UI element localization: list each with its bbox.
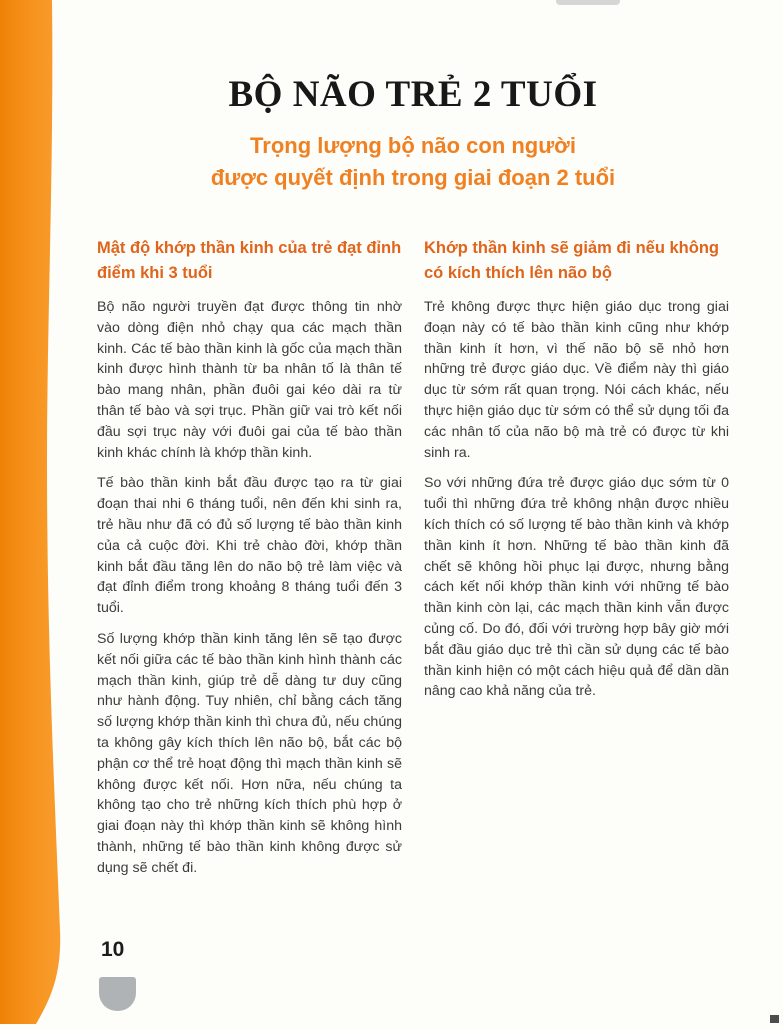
column-right: [424, 236, 729, 889]
left-paragraph-2: Tế bào thần kinh bắt đầu được tạo ra từ giai đoạn thai nhi 6 tháng tuổi, nên đến khi sinh ra, trẻ hầu như đã có đủ số lượng tế bào thần kinh của cả cuộc đời. Khi trẻ chào đời, khớp thần kinh bắt đầu tăng lên do não bộ trẻ làm việc và đạt đỉnh điểm trong khoảng 8 tháng tuổi đến 3 tuổi.: [97, 475, 402, 617]
scan-speck-bottom-right: [770, 1015, 779, 1023]
left-paragraph-3: Số lượng khớp thần kinh tăng lên sẽ tạo được kết nối giữa các tế bào thần kinh hình thành các mạch thần kinh, giúp trẻ dễ dàng tư duy cũng như hành động. Tuy nhiên, chỉ bằng cách tăng số lượng khớp thần kinh thì chưa đủ, nếu chúng ta không gây kích thích lên não bộ, bắt các bộ phận cơ thể trẻ hoạt động thì mạch thần kinh sẽ không được kết nối. Hơn nữa, nếu chúng ta không tạo cho trẻ những kích thích phù hợp ở giai đoạn này thì khớp thần kinh sẽ không hình thành, những tế bào thần kinh không được sử dụng sẽ chết đi.: [97, 630, 402, 876]
book-spine: [0, 0, 90, 1024]
column-left: [97, 236, 402, 889]
spine-orange-shape: [0, 0, 60, 1024]
left-column-heading: Mật độ khớp thần kinh của trẻ đạt đỉnh điểm khi 3 tuổi: [97, 239, 402, 282]
book-spine-graphic: [0, 0, 90, 1024]
subtitle-line-2: được quyết định trong giai đoạn 2 tuổi: [210, 165, 616, 190]
article-columns: [97, 236, 729, 889]
subtitle-line-1: Trọng lượng bộ não con người: [250, 133, 576, 158]
left-paragraph-1: Bộ não người truyền đạt được thông tin nhờ vào dòng điện nhỏ chạy qua các mạch thần kinh. Các tế bào thần kinh là gốc của mạch thần kinh được hình thành từ ba nhân tố là thân tế bào mang nhân, phần đuôi gai kéo dài ra từ thân tế bào và sợi trục. Phần giữ vai trò kết nối đầu sợi trục này với đuôi gai của tế bào thần kinh khác chính là khớp thần kinh.: [97, 299, 402, 461]
page-number: 10: [101, 938, 125, 961]
page-title: BỘ NÃO TRẺ 2 TUỔI: [228, 74, 598, 115]
right-column-heading: Khớp thần kinh sẽ giảm đi nếu không có kích thích lên não bộ: [424, 239, 719, 282]
page-header: [97, 74, 729, 194]
page-subtitle: [97, 130, 729, 194]
right-paragraph-2: So với những đứa trẻ được giáo dục sớm từ 0 tuổi thì những đứa trẻ không nhận được nhiều kích thích có số lượng tế bào thần kinh và khớp thần kinh ít hơn. Những tế bào thần kinh đã chết sẽ không hồi phục lại được, nhưng bằng cách kết nối khớp thần kinh với những tế bào thần kinh còn lại, các mạch thần kinh vẫn được củng cố. Do đó, đối với trường hợp bây giờ mới bắt đầu giáo dục trẻ thì cần sử dụng các tế bào thần kinh hiện có một cách hiệu quả để dần dần nâng cao khả năng của trẻ.: [424, 475, 729, 700]
shield-icon: [99, 977, 136, 1011]
scan-smudge-top: [556, 0, 620, 5]
right-paragraph-1: Trẻ không được thực hiện giáo dục trong giai đoạn này có tế bào thần kinh cũng như khớp thần kinh ít hơn, vì thế não bộ sẽ nhỏ hơn những trẻ được giáo dục. Về điểm này thì giáo dục từ sớm rất quan trọng. Nói cách khác, nếu thực hiện giáo dục từ sớm có thể sử dụng tối đa các nhân tố của não bộ mà trẻ có được từ khi sinh ra.: [424, 299, 729, 461]
